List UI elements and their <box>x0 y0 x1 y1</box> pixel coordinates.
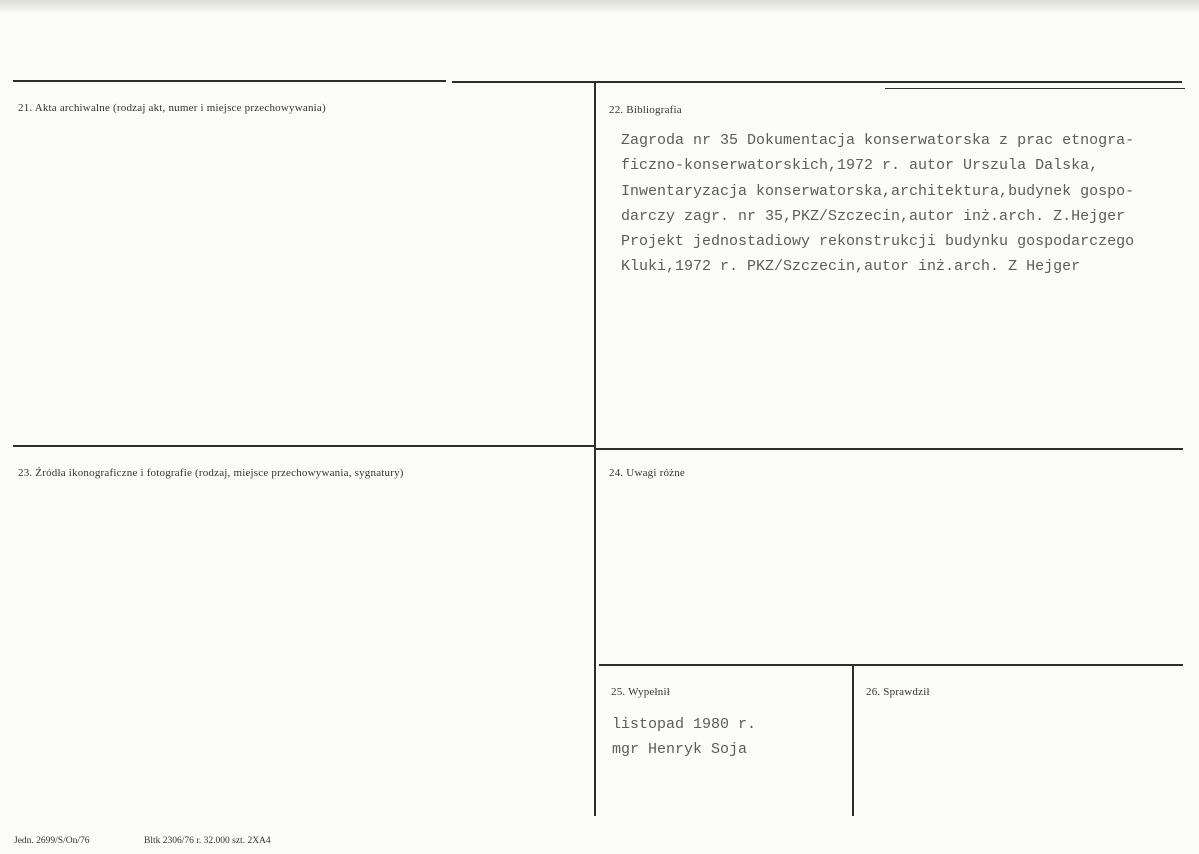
top-rule-right-tail <box>885 88 1185 89</box>
bibliography-line: Projekt jednostadiowy rekonstrukcji budynku gospodarczego <box>621 233 1135 251</box>
filled-by-date: listopad 1980 r. <box>612 716 757 733</box>
section-22-label: 22. Bibliografia <box>609 104 682 116</box>
section-21-label: 21. Akta archiwalne (rodzaj akt, numer i miejsce przechowywania) <box>18 102 326 114</box>
footer-print-info: Bltk 2306/76 r. 32.000 szt. 2XA4 <box>144 836 271 846</box>
bibliography-text <box>621 128 1199 280</box>
section-24-label: 24. Uwagi różne <box>609 467 686 479</box>
filled-by-name: mgr Henryk Soja <box>612 741 748 758</box>
middle-rule-left <box>13 445 594 447</box>
signature-box-divider <box>852 666 854 816</box>
top-rule-left <box>13 80 446 82</box>
bibliography-line: ficzno-konserwatorskich,1972 r. autor Urszula Dalska, <box>621 157 1099 175</box>
bibliography-line: Zagroda nr 35 Dokumentacja konserwatorska z prac etnogra- <box>621 132 1135 149</box>
section-25-label: 25. Wypełnił <box>611 686 670 698</box>
section-23-label: 23. Źródła ikonograficzne i fotografie (rodzaj, miejsce przechowywania, sygnatury) <box>18 467 404 479</box>
middle-rule-right <box>596 448 1183 450</box>
scan-top-edge <box>0 0 1199 14</box>
signature-box-top-rule <box>599 664 1183 666</box>
bibliography-line: darczy zagr. nr 35,PKZ/Szczecin,autor inż.arch. Z.Hejger <box>621 207 1126 225</box>
footer-form-id: Jedn. 2699/S/On/76 <box>14 836 90 846</box>
top-rule-right <box>452 81 1182 83</box>
filled-by-text <box>612 712 756 762</box>
bibliography-line: Kluki,1972 r. PKZ/Szczecin,autor inż.arch. Z Hejger <box>621 258 1081 276</box>
bibliography-line: Inwentaryzacja konserwatorska,architektura,budynek gospo- <box>621 182 1135 200</box>
section-26-label: 26. Sprawdził <box>866 686 930 698</box>
